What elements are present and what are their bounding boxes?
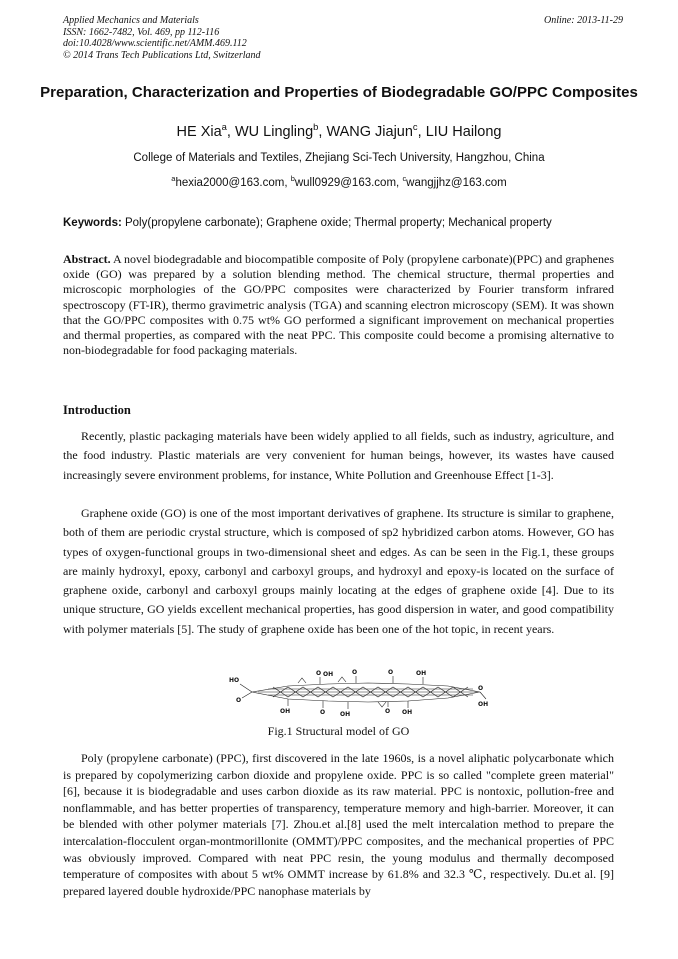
intro-paragraph-1: Recently, plastic packaging materials have been widely applied to all fields, such as industry, agriculture, and the food industry. Plastic materials are very convenient for human beings, however, its wastes have caused increasingly severe environment problems, for instance, White Pollution and Greenhouse Effect [1-3]. xyxy=(63,429,614,482)
figure-caption: Fig.1 Structural model of GO xyxy=(267,724,410,738)
author-list xyxy=(40,121,638,140)
copyright-line: © 2014 Trans Tech Publications Ltd, Switzerland xyxy=(63,49,261,61)
paper-title: Preparation, Characterization and Properties of Biodegradable GO/PPC Composites xyxy=(40,84,638,101)
author-2: WU Lingling$^b$, xyxy=(234,121,327,140)
label-o-6: O xyxy=(320,709,326,716)
graphene-sheet xyxy=(240,676,489,709)
email-a[interactable]: $^a$hexia2000@163.com, xyxy=(171,174,291,189)
email-c[interactable]: $^c$wangjjhz@163.com xyxy=(402,174,507,189)
abstract xyxy=(63,252,614,358)
author-1: HE Xia$^a$, xyxy=(176,121,235,140)
label-o-5: O xyxy=(478,685,484,692)
label-oh-3: OH xyxy=(478,701,489,708)
label-o-1: O xyxy=(236,697,242,704)
keywords-label: Keywords: xyxy=(63,217,122,229)
label-oh-1: OH xyxy=(323,671,334,678)
intro-paragraph-3: Poly (propylene carbonate) (PPC), first discovered in the late 1960s, is a novel aliphatic polycarbonate which is prepared by copolymerizing carbon dioxide and propylene oxide. PPC is so called "complete green material" [6], because it is biodegradable and uses carbon dioxide as its raw material. PPC is nontoxic, pollution-free and nonflammable, and has better properties of transparency, temperature memory and high-barrier. Moreover, it can be blended with other polymer materials [7]. Zhou.et al.[8] used the melt intercalation method to prepare the intercalation-flocculent organ-montmorillonite (OMMT)/PPC composites, and the mechanical properties of PPC was obviously improved. Compared with neat PPC resin, the young modulus and thermally decomposed temperature of composites with about 5 wt% OMMT increase by 61.8% and 32.3 ℃, respectively. Du.et al. [9] prepared layered double hydroxide/PPC nanophase materials by xyxy=(63,751,614,898)
label-o-2: O xyxy=(316,670,322,677)
go-structure-figure xyxy=(228,666,498,718)
affiliation: College of Materials and Textiles, Zhejiang Sci-Tech University, Hangzhou, China xyxy=(133,152,545,164)
label-o-7: O xyxy=(385,708,391,715)
label-ho: HO xyxy=(229,677,240,684)
label-oh-5: OH xyxy=(340,711,351,718)
online-date: Online: 2013-11-29 xyxy=(544,15,623,26)
label-oh-6: OH xyxy=(402,709,413,716)
author-3: WANG Jiajun$^c$, xyxy=(326,121,426,140)
email-list xyxy=(40,174,638,189)
label-o-3: O xyxy=(352,669,358,676)
doi-line: doi:10.4028/www.scientific.net/AMM.469.112 xyxy=(63,38,247,49)
abstract-label: Abstract. xyxy=(63,252,111,266)
keywords xyxy=(63,217,623,229)
section-heading-introduction: Introduction xyxy=(63,403,131,417)
journal-name: Applied Mechanics and Materials xyxy=(63,15,199,26)
email-b[interactable]: $^b$wull0929@163.com, xyxy=(290,174,403,189)
author-4: LIU Hailong xyxy=(425,124,502,140)
intro-paragraph-2: Graphene oxide (GO) is one of the most important derivatives of graphene. Its structure is similar to graphene, both of them are periodic crystal structure, which is composed of sp2 hybridized carbon atoms. However, GO has types of oxygen-functional groups in two-dimensional sheet and edges. As can be seen in the Fig.1, these groups are mainly hydroxyl, epoxy, carbonyl and carboxyl groups, and hydroxyl and epoxy-is located on the surface of graphene oxide, carbonyl and carboxyl groups mainly locating at the edges of graphene oxide [4]. Due to its unique structure, GO yields excellent mechanical properties, has good dispersion in water, and good compatibility with polymer materials [5]. The study of graphene oxide has been one of the hot topic, in recent years. xyxy=(63,506,614,636)
issn-line: ISSN: 1662-7482, Vol. 469, pp 112-116 xyxy=(63,26,220,38)
label-oh-2: OH xyxy=(416,670,427,677)
label-o-4: O xyxy=(388,669,394,676)
journal-meta xyxy=(63,15,623,61)
keywords-text: Poly(propylene carbonate); Graphene oxide; Thermal property; Mechanical property xyxy=(121,217,552,229)
label-oh-4: OH xyxy=(280,708,291,715)
abstract-text: A novel biodegradable and biocompatible composite of Poly (propylene carbonate)(PPC) and graphenes oxide (GO) was prepared by a solution blending method. The chemical structure, thermal properties and microscopic morphologies of the GO/PPC composites were characterized by Fourier transform infrared spectroscopy (FT-IR), thermo gravimetric analysis (TGA) and scanning electron microscopy (SEM). It was shown that the GO/PPC composites with 0.75 wt% GO performed a significant improvement on mechanical properties and thermal properties, as compared with the neat PPC. This composite could become a promising alternative to non-biodegradable for food packaging materials. xyxy=(63,252,614,358)
